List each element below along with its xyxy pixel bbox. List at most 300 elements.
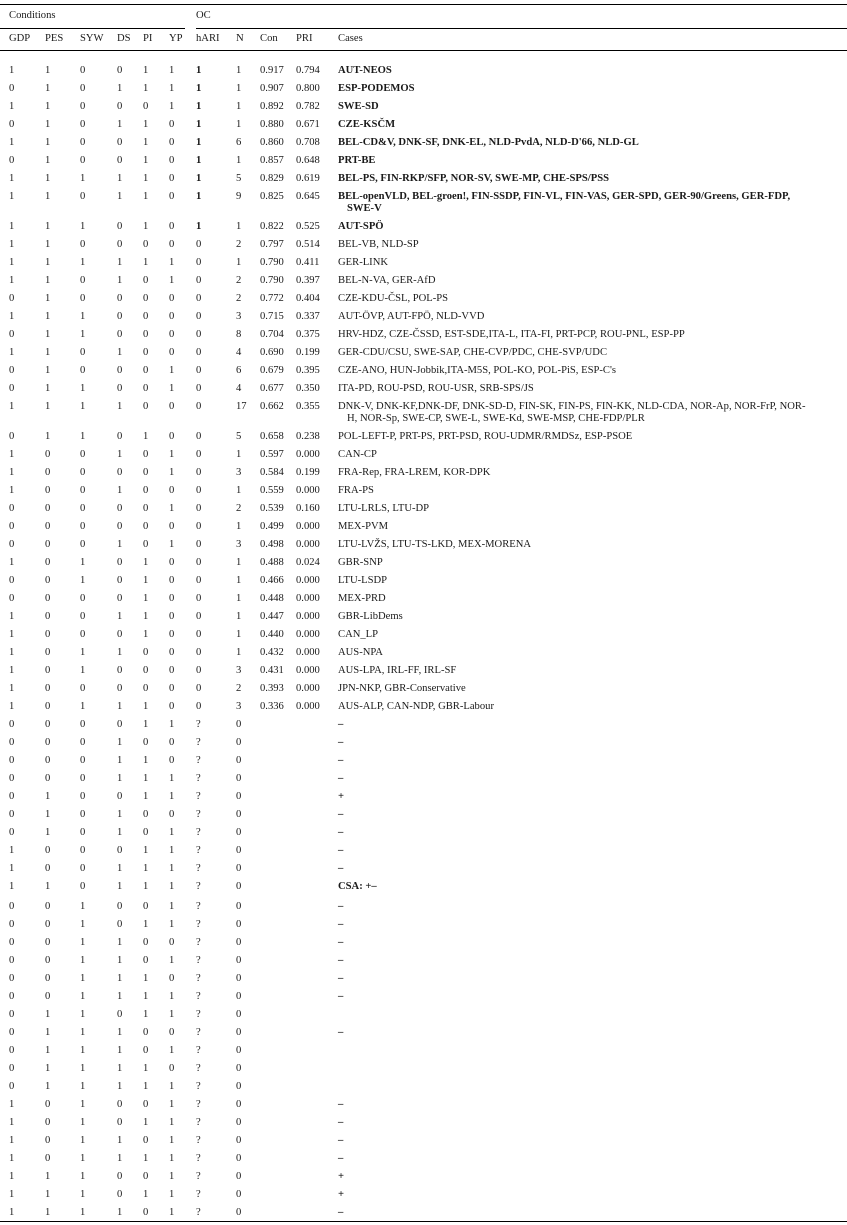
cell-gdp: 0 (9, 737, 15, 748)
cell-hari: ? (196, 791, 201, 802)
cell-syw: 0 (80, 155, 86, 166)
cell-con: 0.559 (260, 485, 284, 496)
cell-cases (338, 955, 838, 967)
cases-line: AUT-NEOS (338, 65, 392, 76)
oc-rule (196, 28, 847, 29)
cell-cases (338, 773, 838, 785)
cell-ds: 0 (117, 329, 123, 340)
col-header-con: Con (260, 33, 278, 44)
cell-n: 0 (236, 1153, 242, 1164)
cell-hari: 0 (196, 239, 202, 250)
cell-con: 0.829 (260, 173, 284, 184)
cell-cases (338, 755, 838, 767)
cell-syw: 0 (80, 539, 86, 550)
cell-yp: 0 (169, 593, 175, 604)
cell-pri: 0.000 (296, 593, 320, 604)
cell-pes: 0 (45, 503, 51, 514)
cell-gdp: 0 (9, 955, 15, 966)
cell-syw: 1 (80, 257, 86, 268)
bottom-rule (0, 1221, 847, 1222)
cell-cases (338, 647, 838, 659)
cell-cases (338, 863, 838, 875)
cell-syw: 0 (80, 191, 86, 202)
cell-pes: 1 (45, 431, 51, 442)
cell-pi: 1 (143, 611, 149, 622)
cell-ds: 0 (117, 503, 123, 514)
cell-hari: ? (196, 1135, 201, 1146)
cell-con: 0.336 (260, 701, 284, 712)
cell-n: 0 (236, 1081, 242, 1092)
cases-line: + (338, 1171, 345, 1182)
cell-cases (338, 191, 838, 215)
group-header-conditions: Conditions (9, 10, 56, 21)
cell-n: 0 (236, 755, 242, 766)
cell-yp: 1 (169, 1189, 175, 1200)
cell-gdp: 0 (9, 1027, 15, 1038)
cell-gdp: 0 (9, 773, 15, 784)
cell-cases (338, 365, 838, 377)
cases-line: JPN-NKP, GBR-Conservative (338, 683, 466, 694)
cell-pes: 0 (45, 1099, 51, 1110)
cell-hari: ? (196, 919, 201, 930)
cell-cases (338, 575, 838, 587)
cell-gdp: 0 (9, 991, 15, 1002)
cell-yp: 0 (169, 1063, 175, 1074)
cases-line: GBR-LibDems (338, 611, 403, 622)
cell-n: 1 (236, 647, 242, 658)
cell-cases (338, 311, 838, 323)
cell-ds: 0 (117, 155, 123, 166)
cell-pes: 0 (45, 611, 51, 622)
cell-pi: 0 (143, 1171, 149, 1182)
cell-n: 0 (236, 1171, 242, 1182)
cell-n: 0 (236, 791, 242, 802)
cell-ds: 0 (117, 1117, 123, 1128)
cell-yp: 0 (169, 137, 175, 148)
cases-line: – (338, 755, 344, 766)
cell-yp: 0 (169, 973, 175, 984)
cases-line: LTU-LRLS, LTU-DP (338, 503, 430, 514)
col-header-pri: PRI (296, 33, 313, 44)
cell-hari: 1 (196, 155, 202, 166)
cell-pes: 0 (45, 701, 51, 712)
cell-syw: 1 (80, 221, 86, 232)
cell-yp: 1 (169, 881, 175, 892)
cell-pes: 0 (45, 845, 51, 856)
cases-line: FRA-PS (338, 485, 374, 496)
cell-hari: ? (196, 809, 201, 820)
cell-n: 3 (236, 701, 242, 712)
cell-n: 1 (236, 485, 242, 496)
cases-line: CAN_LP (338, 629, 379, 640)
cell-con: 0.677 (260, 383, 284, 394)
cell-ds: 1 (117, 275, 123, 286)
cases-line: LTU-LVŽS, LTU-TS-LKD, MEX-MORENA (338, 539, 532, 550)
cell-ds: 1 (117, 83, 123, 94)
cell-con: 0.658 (260, 431, 284, 442)
cell-cases (338, 119, 838, 131)
cell-pri: 0.000 (296, 449, 320, 460)
cell-gdp: 1 (9, 347, 15, 358)
cell-cases (338, 845, 838, 857)
cell-n: 0 (236, 955, 242, 966)
cell-pes: 1 (45, 239, 51, 250)
col-header-gdp: GDP (9, 33, 31, 44)
cell-hari: 0 (196, 665, 202, 676)
cell-gdp: 1 (9, 485, 15, 496)
cell-syw: 1 (80, 431, 86, 442)
cell-n: 3 (236, 665, 242, 676)
cell-hari: 0 (196, 275, 202, 286)
cell-n: 3 (236, 311, 242, 322)
cell-gdp: 0 (9, 973, 15, 984)
cell-gdp: 1 (9, 1117, 15, 1128)
cases-line: CZE-ANO, HUN-Jobbik,ITA-M5S, POL-KO, POL-PiS, ESP-C's (338, 365, 616, 376)
cell-hari: 0 (196, 311, 202, 322)
cell-ds: 1 (117, 955, 123, 966)
cases-line: – (338, 773, 344, 784)
cell-n: 1 (236, 65, 242, 76)
cell-ds: 1 (117, 1135, 123, 1146)
cell-hari: 1 (196, 83, 202, 94)
cell-yp: 1 (169, 1009, 175, 1020)
cell-pi: 1 (143, 431, 149, 442)
cell-con: 0.584 (260, 467, 284, 478)
cell-ds: 1 (117, 257, 123, 268)
cell-cases (338, 1135, 838, 1147)
cases-line: BEL-CD&V, DNK-SF, DNK-EL, NLD-PvdA, NLD-D'66, NLD-GL (338, 137, 639, 148)
cell-yp: 0 (169, 329, 175, 340)
cell-hari: ? (196, 1027, 201, 1038)
cell-cases (338, 401, 838, 425)
cell-pi: 0 (143, 827, 149, 838)
cases-line: – (338, 973, 344, 984)
cell-pi: 0 (143, 1027, 149, 1038)
cell-con: 0.704 (260, 329, 284, 340)
cell-syw: 0 (80, 827, 86, 838)
cell-ds: 0 (117, 575, 123, 586)
cell-hari: 0 (196, 503, 202, 514)
cell-pi: 1 (143, 221, 149, 232)
cell-yp: 0 (169, 239, 175, 250)
cell-ds: 1 (117, 1063, 123, 1074)
cell-syw: 0 (80, 83, 86, 94)
cell-pes: 1 (45, 401, 51, 412)
cell-pi: 1 (143, 863, 149, 874)
cell-pi: 0 (143, 665, 149, 676)
cell-n: 0 (236, 1135, 242, 1146)
cell-hari: ? (196, 737, 201, 748)
cell-pi: 1 (143, 1009, 149, 1020)
cell-gdp: 1 (9, 173, 15, 184)
cell-ds: 1 (117, 937, 123, 948)
cases-line: – (338, 901, 344, 912)
cell-ds: 0 (117, 383, 123, 394)
cell-n: 0 (236, 881, 242, 892)
cell-con: 0.539 (260, 503, 284, 514)
cases-line: – (338, 863, 344, 874)
cell-cases (338, 1099, 838, 1111)
cell-con: 0.393 (260, 683, 284, 694)
cell-yp: 1 (169, 827, 175, 838)
cell-hari: 1 (196, 101, 202, 112)
cell-ds: 1 (117, 863, 123, 874)
cell-gdp: 0 (9, 119, 15, 130)
cell-gdp: 1 (9, 101, 15, 112)
cases-line: CAN-CP (338, 449, 377, 460)
cell-syw: 1 (80, 1009, 86, 1020)
cell-pes: 1 (45, 1171, 51, 1182)
cell-gdp: 1 (9, 611, 15, 622)
cell-gdp: 1 (9, 191, 15, 202)
cell-n: 3 (236, 467, 242, 478)
cell-pes: 0 (45, 629, 51, 640)
cases-line: – (338, 955, 344, 966)
cell-pi: 0 (143, 365, 149, 376)
cell-gdp: 1 (9, 65, 15, 76)
cell-cases (338, 503, 838, 515)
cases-line: SWE-SD (338, 101, 379, 112)
cell-syw: 1 (80, 1099, 86, 1110)
cell-yp: 1 (169, 83, 175, 94)
cell-gdp: 1 (9, 647, 15, 658)
cell-pes: 1 (45, 1045, 51, 1056)
cell-ds: 0 (117, 1171, 123, 1182)
cell-syw: 0 (80, 593, 86, 604)
cell-pri: 0.024 (296, 557, 320, 568)
cell-pes: 0 (45, 575, 51, 586)
cell-ds: 1 (117, 755, 123, 766)
cases-line: FRA-Rep, FRA-LREM, KOR-DPK (338, 467, 491, 478)
cell-pi: 0 (143, 449, 149, 460)
cell-cases (338, 809, 838, 821)
cell-gdp: 1 (9, 701, 15, 712)
cell-pri: 0.355 (296, 401, 320, 412)
cell-yp: 0 (169, 611, 175, 622)
cell-ds: 1 (117, 991, 123, 1002)
cell-pi: 0 (143, 521, 149, 532)
cell-pes: 0 (45, 773, 51, 784)
cases-line: – (338, 1099, 344, 1110)
cell-pes: 1 (45, 827, 51, 838)
cell-yp: 1 (169, 1045, 175, 1056)
cell-cases (338, 1153, 838, 1165)
cell-ds: 1 (117, 737, 123, 748)
cell-cases (338, 791, 838, 803)
cell-pri: 0.160 (296, 503, 320, 514)
cell-gdp: 0 (9, 901, 15, 912)
cell-pi: 1 (143, 1081, 149, 1092)
cell-yp: 0 (169, 431, 175, 442)
cell-pi: 0 (143, 901, 149, 912)
cell-ds: 1 (117, 1045, 123, 1056)
cell-pi: 1 (143, 973, 149, 984)
cell-pes: 0 (45, 937, 51, 948)
cases-line: + (338, 1189, 345, 1200)
cell-hari: ? (196, 719, 201, 730)
cell-cases (338, 449, 838, 461)
cell-yp: 1 (169, 1117, 175, 1128)
cell-pes: 0 (45, 973, 51, 984)
cell-cases (338, 901, 838, 913)
cases-line: – (338, 1117, 344, 1128)
cell-yp: 1 (169, 467, 175, 478)
cell-n: 6 (236, 365, 242, 376)
cell-gdp: 0 (9, 1009, 15, 1020)
cell-cases (338, 101, 838, 113)
cases-line: – (338, 719, 344, 730)
cell-ds: 0 (117, 239, 123, 250)
cell-pi: 0 (143, 683, 149, 694)
cell-syw: 1 (80, 1207, 86, 1218)
cell-cases (338, 65, 838, 77)
cell-gdp: 0 (9, 791, 15, 802)
cell-pi: 0 (143, 809, 149, 820)
cell-yp: 0 (169, 683, 175, 694)
cases-line: PRT-BE (338, 155, 376, 166)
cell-hari: 0 (196, 365, 202, 376)
cell-gdp: 1 (9, 239, 15, 250)
top-rule (0, 4, 847, 5)
cases-line: BEL-PS, FIN-RKP/SFP, NOR-SV, SWE-MP, CHE-SPS/PSS (338, 173, 609, 184)
cell-ds: 1 (117, 1153, 123, 1164)
cases-line: AUT-ÖVP, AUT-FPÖ, NLD-VVD (338, 311, 485, 322)
cell-con: 0.440 (260, 629, 284, 640)
cell-pi: 1 (143, 845, 149, 856)
cell-pi: 1 (143, 991, 149, 1002)
cases-line: AUS-NPA (338, 647, 383, 658)
cell-n: 6 (236, 137, 242, 148)
cell-pes: 0 (45, 467, 51, 478)
cell-ds: 0 (117, 293, 123, 304)
cell-ds: 1 (117, 973, 123, 984)
cell-n: 8 (236, 329, 242, 340)
cell-con: 0.432 (260, 647, 284, 658)
cell-pes: 0 (45, 593, 51, 604)
cell-gdp: 0 (9, 329, 15, 340)
cases-line: – (338, 1027, 344, 1038)
cell-pi: 1 (143, 575, 149, 586)
cell-cases (338, 991, 838, 1003)
cell-pri: 0.404 (296, 293, 320, 304)
col-header-syw: SYW (80, 33, 104, 44)
cell-syw: 0 (80, 485, 86, 496)
cell-hari: ? (196, 1207, 201, 1218)
cell-pi: 0 (143, 293, 149, 304)
cell-ds: 0 (117, 365, 123, 376)
cases-line: MEX-PRD (338, 593, 386, 604)
cell-hari: 0 (196, 431, 202, 442)
cell-syw: 1 (80, 1063, 86, 1074)
cell-ds: 0 (117, 1009, 123, 1020)
cell-yp: 0 (169, 311, 175, 322)
cell-syw: 1 (80, 1045, 86, 1056)
cell-hari: ? (196, 1009, 201, 1020)
cell-pri: 0.645 (296, 191, 320, 202)
cell-yp: 0 (169, 521, 175, 532)
cell-hari: ? (196, 955, 201, 966)
cell-pes: 0 (45, 955, 51, 966)
cell-hari: 0 (196, 611, 202, 622)
cell-ds: 1 (117, 401, 123, 412)
cell-pi: 1 (143, 1153, 149, 1164)
group-header-oc: OC (196, 10, 211, 21)
cell-cases (338, 827, 838, 839)
cell-syw: 0 (80, 347, 86, 358)
cell-ds: 1 (117, 881, 123, 892)
cell-hari: 1 (196, 137, 202, 148)
cell-syw: 1 (80, 1027, 86, 1038)
cell-pi: 1 (143, 173, 149, 184)
cell-pri: 0.350 (296, 383, 320, 394)
cell-pi: 0 (143, 1099, 149, 1110)
cases-line: DNK-V, DNK-KF,DNK-DF, DNK-SD-D, FIN-SK, FIN-PS, FIN-KK, NLD-CDA, NOR-Ap, NOR-FrP, NOR- (338, 401, 806, 412)
cell-ds: 0 (117, 1099, 123, 1110)
cell-syw: 1 (80, 173, 86, 184)
cell-pri: 0.337 (296, 311, 320, 322)
cases-line: AUT-SPÖ (338, 221, 384, 232)
cell-pi: 0 (143, 347, 149, 358)
cell-pi: 1 (143, 557, 149, 568)
cell-pes: 0 (45, 683, 51, 694)
cell-gdp: 0 (9, 503, 15, 514)
cell-pi: 1 (143, 629, 149, 640)
cell-hari: 0 (196, 701, 202, 712)
cell-gdp: 0 (9, 521, 15, 532)
cell-cases (338, 1189, 838, 1201)
cell-gdp: 0 (9, 575, 15, 586)
cell-cases (338, 221, 838, 233)
cell-gdp: 1 (9, 257, 15, 268)
cell-hari: ? (196, 1189, 201, 1200)
cell-pri: 0.794 (296, 65, 320, 76)
cell-cases (338, 1171, 838, 1183)
cases-line: – (338, 1153, 344, 1164)
cell-syw: 0 (80, 119, 86, 130)
cell-hari: ? (196, 845, 201, 856)
cell-n: 9 (236, 191, 242, 202)
cell-hari: 0 (196, 449, 202, 460)
cell-cases (338, 521, 838, 533)
cell-n: 0 (236, 1009, 242, 1020)
cell-yp: 1 (169, 365, 175, 376)
cell-yp: 1 (169, 1135, 175, 1146)
cell-syw: 0 (80, 101, 86, 112)
cell-syw: 0 (80, 809, 86, 820)
cell-pes: 0 (45, 521, 51, 532)
cell-pes: 0 (45, 863, 51, 874)
cell-cases (338, 467, 838, 479)
cell-ds: 1 (117, 539, 123, 550)
cell-pes: 1 (45, 809, 51, 820)
cell-n: 0 (236, 773, 242, 784)
cell-pes: 0 (45, 991, 51, 1002)
cell-pri: 0.525 (296, 221, 320, 232)
cell-hari: 1 (196, 173, 202, 184)
cell-hari: 0 (196, 683, 202, 694)
cases-line: GER-LINK (338, 257, 389, 268)
cell-syw: 1 (80, 901, 86, 912)
cell-ds: 1 (117, 347, 123, 358)
cell-yp: 1 (169, 1171, 175, 1182)
cell-hari: ? (196, 1099, 201, 1110)
cell-cases (338, 665, 838, 677)
col-header-ds: DS (117, 33, 131, 44)
cell-con: 0.488 (260, 557, 284, 568)
cell-n: 0 (236, 809, 242, 820)
cell-pes: 1 (45, 275, 51, 286)
cell-pri: 0.238 (296, 431, 320, 442)
